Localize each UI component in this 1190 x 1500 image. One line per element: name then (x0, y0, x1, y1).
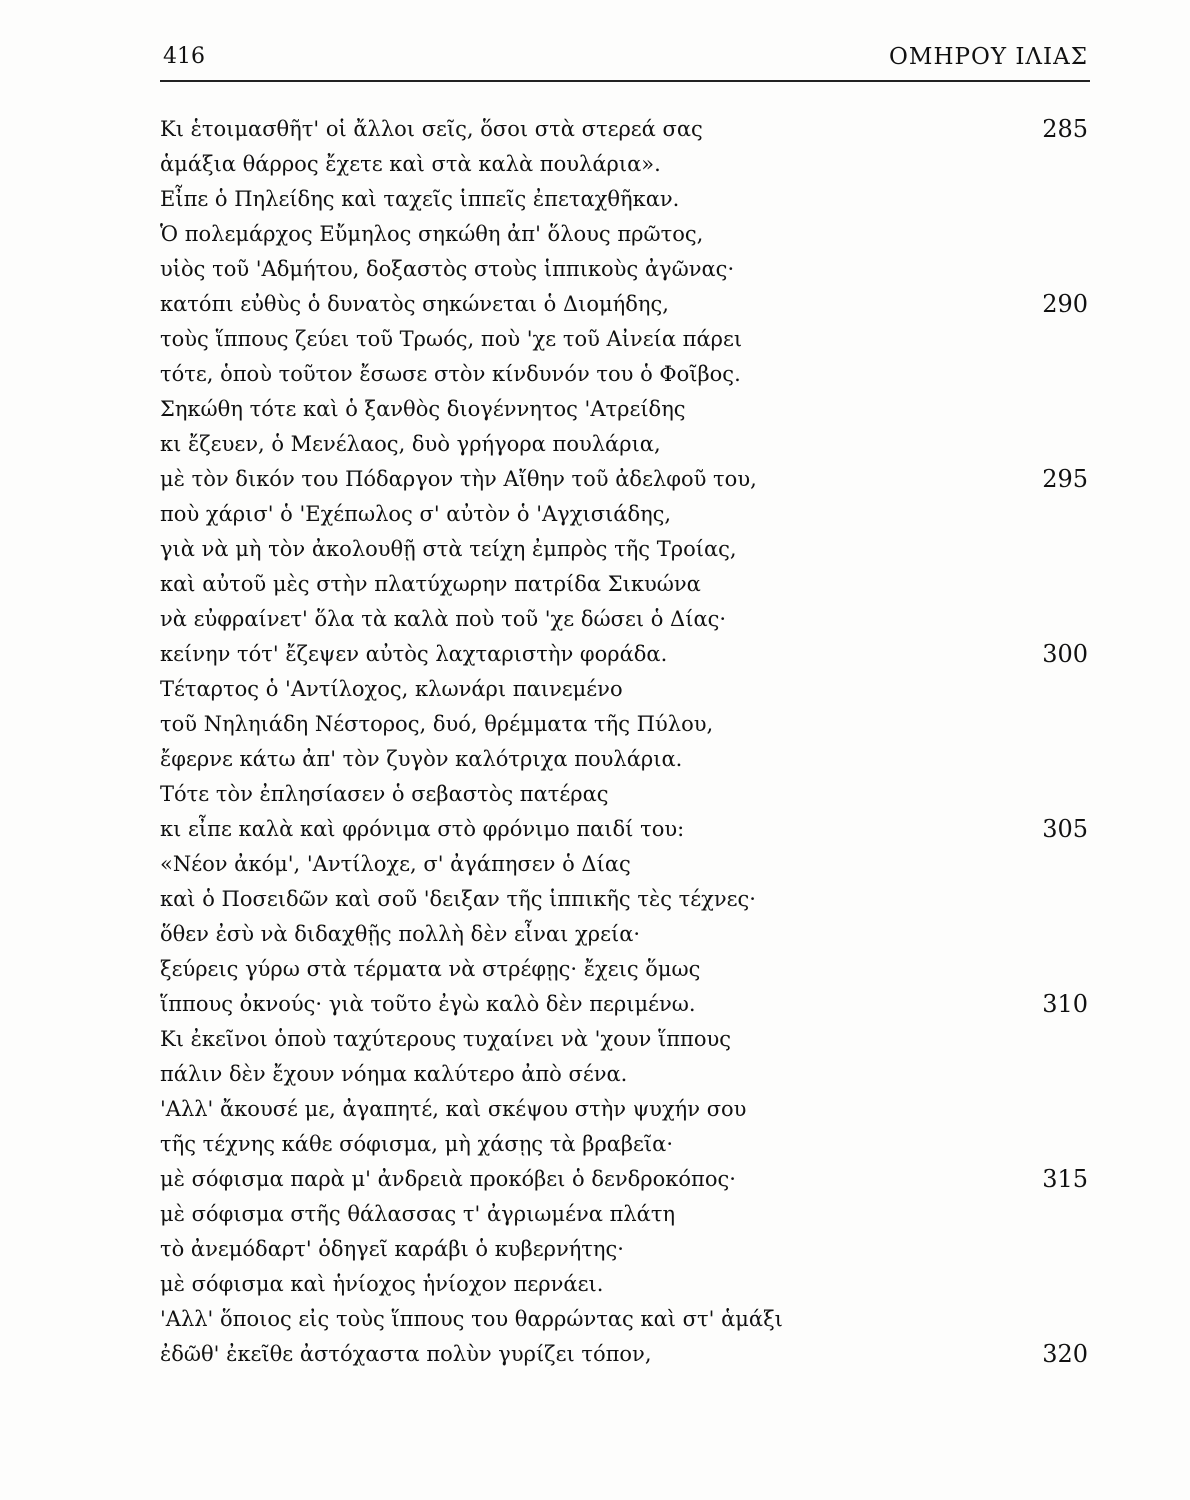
page-number: 416 (163, 44, 205, 69)
verse-line (160, 112, 1090, 147)
verse-text: ἔφερνε κάτω ἀπ' τὸν ζυγὸν καλότριχα πουλάρια. (160, 747, 683, 771)
verse-line (160, 672, 1090, 707)
verse-line (160, 182, 1090, 217)
verse-line (160, 847, 1090, 882)
verse-text: μὲ σόφισμα καὶ ἡνίοχος ἡνίοχον περνάει. (160, 1272, 604, 1296)
verse-line (160, 1057, 1090, 1092)
verse-text: τότε, ὁποὺ τοῦτον ἔσωσε στὸν κίνδυνόν του ὁ Φοῖβος. (160, 362, 741, 386)
verse-text: 'Αλλ' ἄκουσέ με, ἀγαπητέ, καὶ σκέψου στὴν ψυχήν σου (160, 1097, 747, 1121)
verse-text: «Νέον ἀκόμ', 'Αντίλοχε, σ' ἀγάπησεν ὁ Δίας (160, 852, 631, 876)
verse-line (160, 1092, 1090, 1127)
verse-line (160, 602, 1090, 637)
verse-line (160, 427, 1090, 462)
verse-text: τοῦ Νηληιάδη Νέστορος, δυό, θρέμματα τῆς Πύλου, (160, 712, 714, 736)
verse-block (160, 112, 1090, 1372)
verse-line (160, 322, 1090, 357)
line-number: 290 (1042, 290, 1088, 318)
verse-text: ὅθεν ἐσὺ νὰ διδαχθῇς πολλὴ δὲν εἶναι χρεία· (160, 922, 641, 946)
verse-text: τῆς τέχνης κάθε σόφισμα, μὴ χάσῃς τὰ βραβεῖα· (160, 1132, 673, 1156)
verse-line (160, 637, 1090, 672)
verse-line (160, 742, 1090, 777)
verse-line (160, 707, 1090, 742)
verse-line (160, 147, 1090, 182)
line-number: 305 (1042, 815, 1088, 843)
verse-text: καὶ ὁ Ποσειδῶν καὶ σοῦ 'δειξαν τῆς ἱππικῆς τὲς τέχνες· (160, 887, 756, 911)
verse-line (160, 777, 1090, 812)
verse-text: Κι ἑτοιμασθῆτ' οἱ ἄλλοι σεῖς, ὅσοι στὰ στερεά σας (160, 117, 703, 141)
verse-line (160, 1267, 1090, 1302)
verse-line (160, 952, 1090, 987)
verse-text: μὲ σόφισμα παρὰ μ' ἀνδρειὰ προκόβει ὁ δενδροκόπος· (160, 1167, 736, 1191)
header-rule (160, 80, 1090, 82)
verse-line (160, 812, 1090, 847)
verse-line (160, 497, 1090, 532)
verse-line (160, 567, 1090, 602)
line-number: 320 (1042, 1340, 1088, 1368)
verse-line (160, 987, 1090, 1022)
verse-line (160, 1162, 1090, 1197)
line-number: 310 (1042, 990, 1088, 1018)
verse-text: ἵππους ὀκνούς· γιὰ τοῦτο ἐγὼ καλὸ δὲν περιμένω. (160, 992, 696, 1016)
verse-text: κατόπι εὐθὺς ὁ δυνατὸς σηκώνεται ὁ Διομήδης, (160, 292, 669, 316)
verse-text: ξεύρεις γύρω στὰ τέρματα νὰ στρέφῃς· ἔχεις ὅμως (160, 957, 701, 981)
verse-line (160, 532, 1090, 567)
line-number: 300 (1042, 640, 1088, 668)
verse-line (160, 1232, 1090, 1267)
verse-text: Ὁ πολεμάρχος Εὔμηλος σηκώθη ἀπ' ὅλους πρῶτος, (160, 222, 704, 246)
verse-line (160, 882, 1090, 917)
verse-line (160, 1337, 1090, 1372)
line-number: 295 (1042, 465, 1088, 493)
verse-line (160, 917, 1090, 952)
verse-text: Εἶπε ὁ Πηλείδης καὶ ταχεῖς ἱππεῖς ἐπεταχθῆκαν. (160, 187, 680, 211)
verse-text: κείνην τότ' ἔζεψεν αὐτὸς λαχταριστὴν φοράδα. (160, 642, 668, 666)
verse-text: μὲ σόφισμα στῆς θάλασσας τ' ἀγριωμένα πλάτη (160, 1202, 676, 1226)
verse-text: Τέταρτος ὁ 'Αντίλοχος, κλωνάρι παινεμένο (160, 677, 623, 701)
verse-text: καὶ αὐτοῦ μὲς στὴν πλατύχωρην πατρίδα Σικυώνα (160, 572, 701, 596)
verse-text: 'Αλλ' ὅποιος εἰς τοὺς ἵππους του θαρρώντας καὶ στ' ἁμάξι (160, 1307, 783, 1331)
verse-line (160, 217, 1090, 252)
running-title: ΟΜΗΡΟΥ ΙΛΙΑΣ (889, 44, 1088, 70)
verse-line (160, 252, 1090, 287)
verse-text: πάλιν δὲν ἔχουν νόημα καλύτερο ἀπὸ σένα. (160, 1062, 628, 1086)
verse-line (160, 462, 1090, 497)
verse-text: κι εἶπε καλὰ καὶ φρόνιμα στὸ φρόνιμο παιδί του: (160, 817, 685, 841)
verse-text: υἱὸς τοῦ 'Αδμήτου, δοξαστὸς στοὺς ἱππικοὺς ἀγῶνας· (160, 257, 735, 281)
verse-text: ποὺ χάρισ' ὁ 'Εχέπωλος σ' αὐτὸν ὁ 'Αγχισιάδης, (160, 502, 672, 526)
verse-line (160, 392, 1090, 427)
verse-text: ἁμάξια θάρρος ἔχετε καὶ στὰ καλὰ πουλάρια». (160, 152, 661, 176)
verse-text: τοὺς ἵππους ζεύει τοῦ Τρωός, ποὺ 'χε τοῦ Αἰνεία πάρει (160, 327, 743, 351)
verse-line (160, 1197, 1090, 1232)
verse-text: Σηκώθη τότε καὶ ὁ ξανθὸς διογέννητος 'Ατρείδης (160, 397, 686, 421)
verse-text: κι ἔζευεν, ὁ Μενέλαος, δυὸ γρήγορα πουλάρια, (160, 432, 661, 456)
verse-line (160, 1302, 1090, 1337)
verse-line (160, 1022, 1090, 1057)
verse-line (160, 357, 1090, 392)
verse-text: Τότε τὸν ἐπλησίασεν ὁ σεβαστὸς πατέρας (160, 782, 609, 806)
verse-line (160, 287, 1090, 322)
verse-text: Κι ἐκεῖνοι ὁποὺ ταχύτερους τυχαίνει νὰ 'χουν ἵππους (160, 1027, 731, 1051)
verse-text: νὰ εὐφραίνετ' ὅλα τὰ καλὰ ποὺ τοῦ 'χε δώσει ὁ Δίας· (160, 607, 727, 631)
verse-line (160, 1127, 1090, 1162)
verse-text: γιὰ νὰ μὴ τὸν ἀκολουθῇ στὰ τείχη ἐμπρὸς τῆς Τροίας, (160, 537, 737, 561)
verse-text: ἐδῶθ' ἐκεῖθε ἀστόχαστα πολὺν γυρίζει τόπον, (160, 1342, 652, 1366)
line-number: 315 (1042, 1165, 1088, 1193)
line-number: 285 (1042, 115, 1088, 143)
verse-text: τὸ ἀνεμόδαρτ' ὁδηγεῖ καράβι ὁ κυβερνήτης· (160, 1237, 624, 1261)
verse-text: μὲ τὸν δικόν του Πόδαργον τὴν Αἴθην τοῦ ἀδελφοῦ του, (160, 467, 757, 491)
